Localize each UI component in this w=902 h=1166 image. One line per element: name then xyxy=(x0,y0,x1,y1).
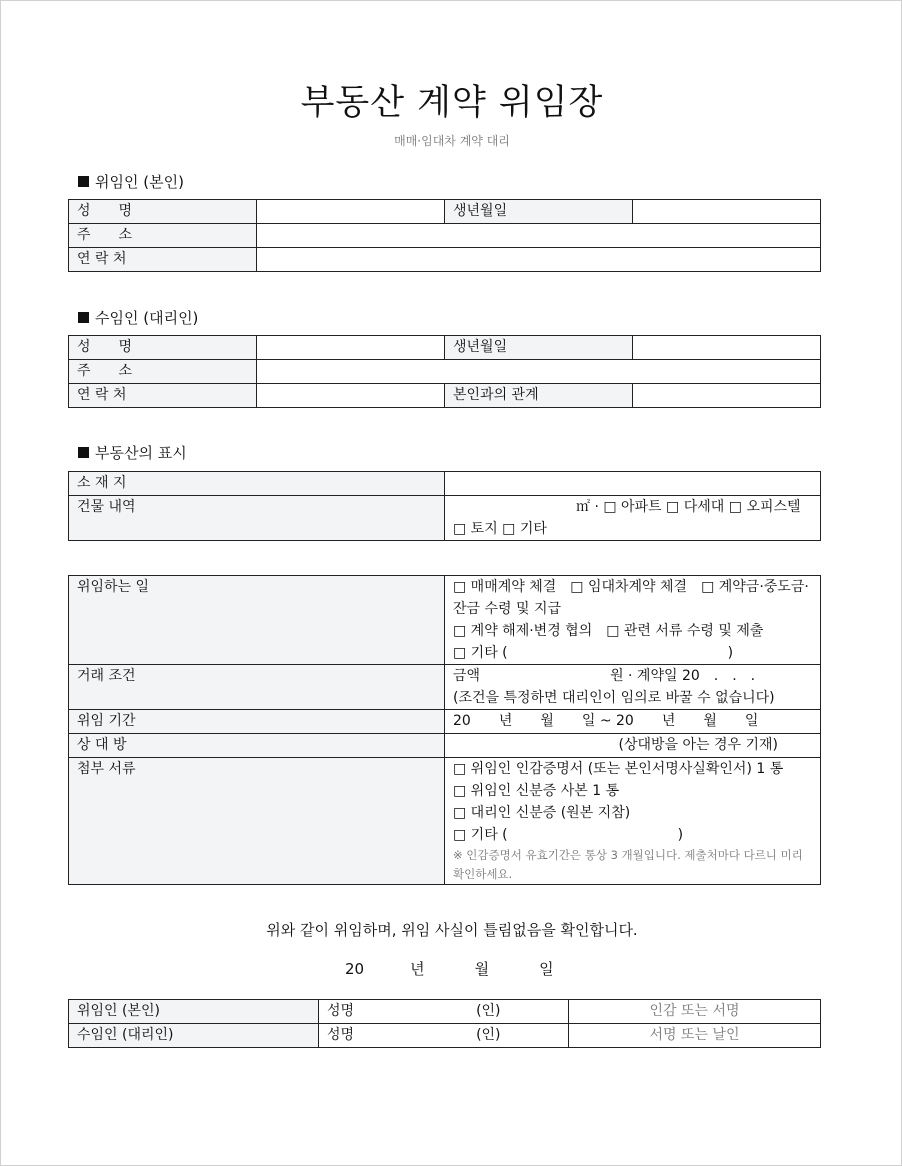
delegation-table xyxy=(68,575,821,885)
agent-name-field[interactable] xyxy=(257,336,445,360)
attach-item-other[interactable]: □ 기타 ( ) xyxy=(453,827,684,843)
signature-row xyxy=(69,1000,821,1024)
square-bullet-icon xyxy=(78,447,89,458)
property-location-field[interactable] xyxy=(445,472,821,496)
confirmation-statement: 위와 같이 위임하며, 위임 사실이 틀림없음을 확인합니다. xyxy=(266,921,638,939)
page-title: 부동산 계약 위임장 xyxy=(300,83,604,123)
property-location-label: 소 재 지 xyxy=(69,472,445,496)
property-building-field[interactable]: ㎡ · □ 아파트 □ 다세대 □ 오피스텔 □ 토지 □ 기타 xyxy=(445,496,821,541)
principal-address-label: 주 소 xyxy=(69,224,257,248)
tasks-options-line1[interactable]: □ 매매계약 체결 □ 임대차계약 체결 □ 계약금·중도금·잔금 수령 및 지급 xyxy=(453,579,809,617)
principal-table xyxy=(68,199,821,272)
counterparty-label: 상 대 방 xyxy=(69,734,445,758)
attachments-label: 첨부 서류 xyxy=(69,758,445,885)
signature-name-field[interactable]: 성명 (인) xyxy=(319,1000,569,1024)
agent-birth-label: 생년월일 xyxy=(445,336,633,360)
page-subtitle: 매매·임대차 계약 대리 xyxy=(394,134,510,148)
signature-table xyxy=(68,999,821,1048)
period-label: 위임 기간 xyxy=(69,710,445,734)
principal-birth-label: 생년월일 xyxy=(445,200,633,224)
signature-row xyxy=(69,1024,821,1048)
terms-field[interactable]: 금액 원 · 계약일 20 . . . (조건을 특정하면 대리인이 임의로 바꿀 수 없습니다) xyxy=(445,665,821,710)
square-bullet-icon xyxy=(78,176,89,187)
signature-role: 수임인 (대리인) xyxy=(69,1024,319,1048)
signature-hint[interactable]: 인감 또는 서명 xyxy=(569,1000,821,1024)
section-heading-property: 부동산의 표시 xyxy=(78,442,187,463)
principal-name-field[interactable] xyxy=(257,200,445,224)
square-bullet-icon xyxy=(78,312,89,323)
agent-table xyxy=(68,335,821,408)
section-heading-agent: 수임인 (대리인) xyxy=(78,307,198,328)
principal-contact-field[interactable] xyxy=(257,248,821,272)
signature-name-field[interactable]: 성명 (인) xyxy=(319,1024,569,1048)
counterparty-field[interactable]: (상대방을 아는 경우 기재) xyxy=(445,734,821,758)
agent-birth-field[interactable] xyxy=(633,336,821,360)
period-field[interactable]: 20 년 월 일 ~ 20 년 월 일 xyxy=(445,710,821,734)
attach-item-agent-id[interactable]: □ 대리인 신분증 (원본 지참) xyxy=(453,805,631,821)
principal-contact-label: 연 락 처 xyxy=(69,248,257,272)
agent-address-label: 주 소 xyxy=(69,360,257,384)
seal-mark: (인) xyxy=(476,1027,501,1043)
property-table xyxy=(68,471,821,541)
terms-label: 거래 조건 xyxy=(69,665,445,710)
attachments-field xyxy=(445,758,821,885)
tasks-field xyxy=(445,576,821,665)
tasks-label: 위임하는 일 xyxy=(69,576,445,665)
signature-hint[interactable]: 서명 또는 날인 xyxy=(569,1024,821,1048)
seal-mark: (인) xyxy=(476,1003,501,1019)
tasks-options-line3[interactable]: □ 기타 ( ) xyxy=(453,645,734,661)
signing-date[interactable]: 20 년 월 일 xyxy=(345,960,554,978)
attach-note: ※ 인감증명서 유효기간은 통상 3 개월입니다. 제출처마다 다르니 미리 확인하세요. xyxy=(453,848,803,881)
property-building-label: 건물 내역 xyxy=(69,496,445,541)
principal-name-label: 성 명 xyxy=(69,200,257,224)
attach-item-seal[interactable]: □ 위임인 인감증명서 (또는 본인서명사실확인서) 1 통 xyxy=(453,761,784,777)
signature-role: 위임인 (본인) xyxy=(69,1000,319,1024)
agent-name-label: 성 명 xyxy=(69,336,257,360)
agent-contact-label: 연 락 처 xyxy=(69,384,257,408)
principal-birth-field[interactable] xyxy=(633,200,821,224)
section-heading-principal: 위임인 (본인) xyxy=(78,171,184,192)
tasks-options-line2[interactable]: □ 계약 해제·변경 협의 □ 관련 서류 수령 및 제출 xyxy=(453,623,764,639)
attach-item-id-copy[interactable]: □ 위임인 신분증 사본 1 통 xyxy=(453,783,620,799)
agent-address-field[interactable] xyxy=(257,360,821,384)
agent-relation-field[interactable] xyxy=(633,384,821,408)
agent-relation-label: 본인과의 관계 xyxy=(445,384,633,408)
agent-contact-field[interactable] xyxy=(257,384,445,408)
principal-address-field[interactable] xyxy=(257,224,821,248)
